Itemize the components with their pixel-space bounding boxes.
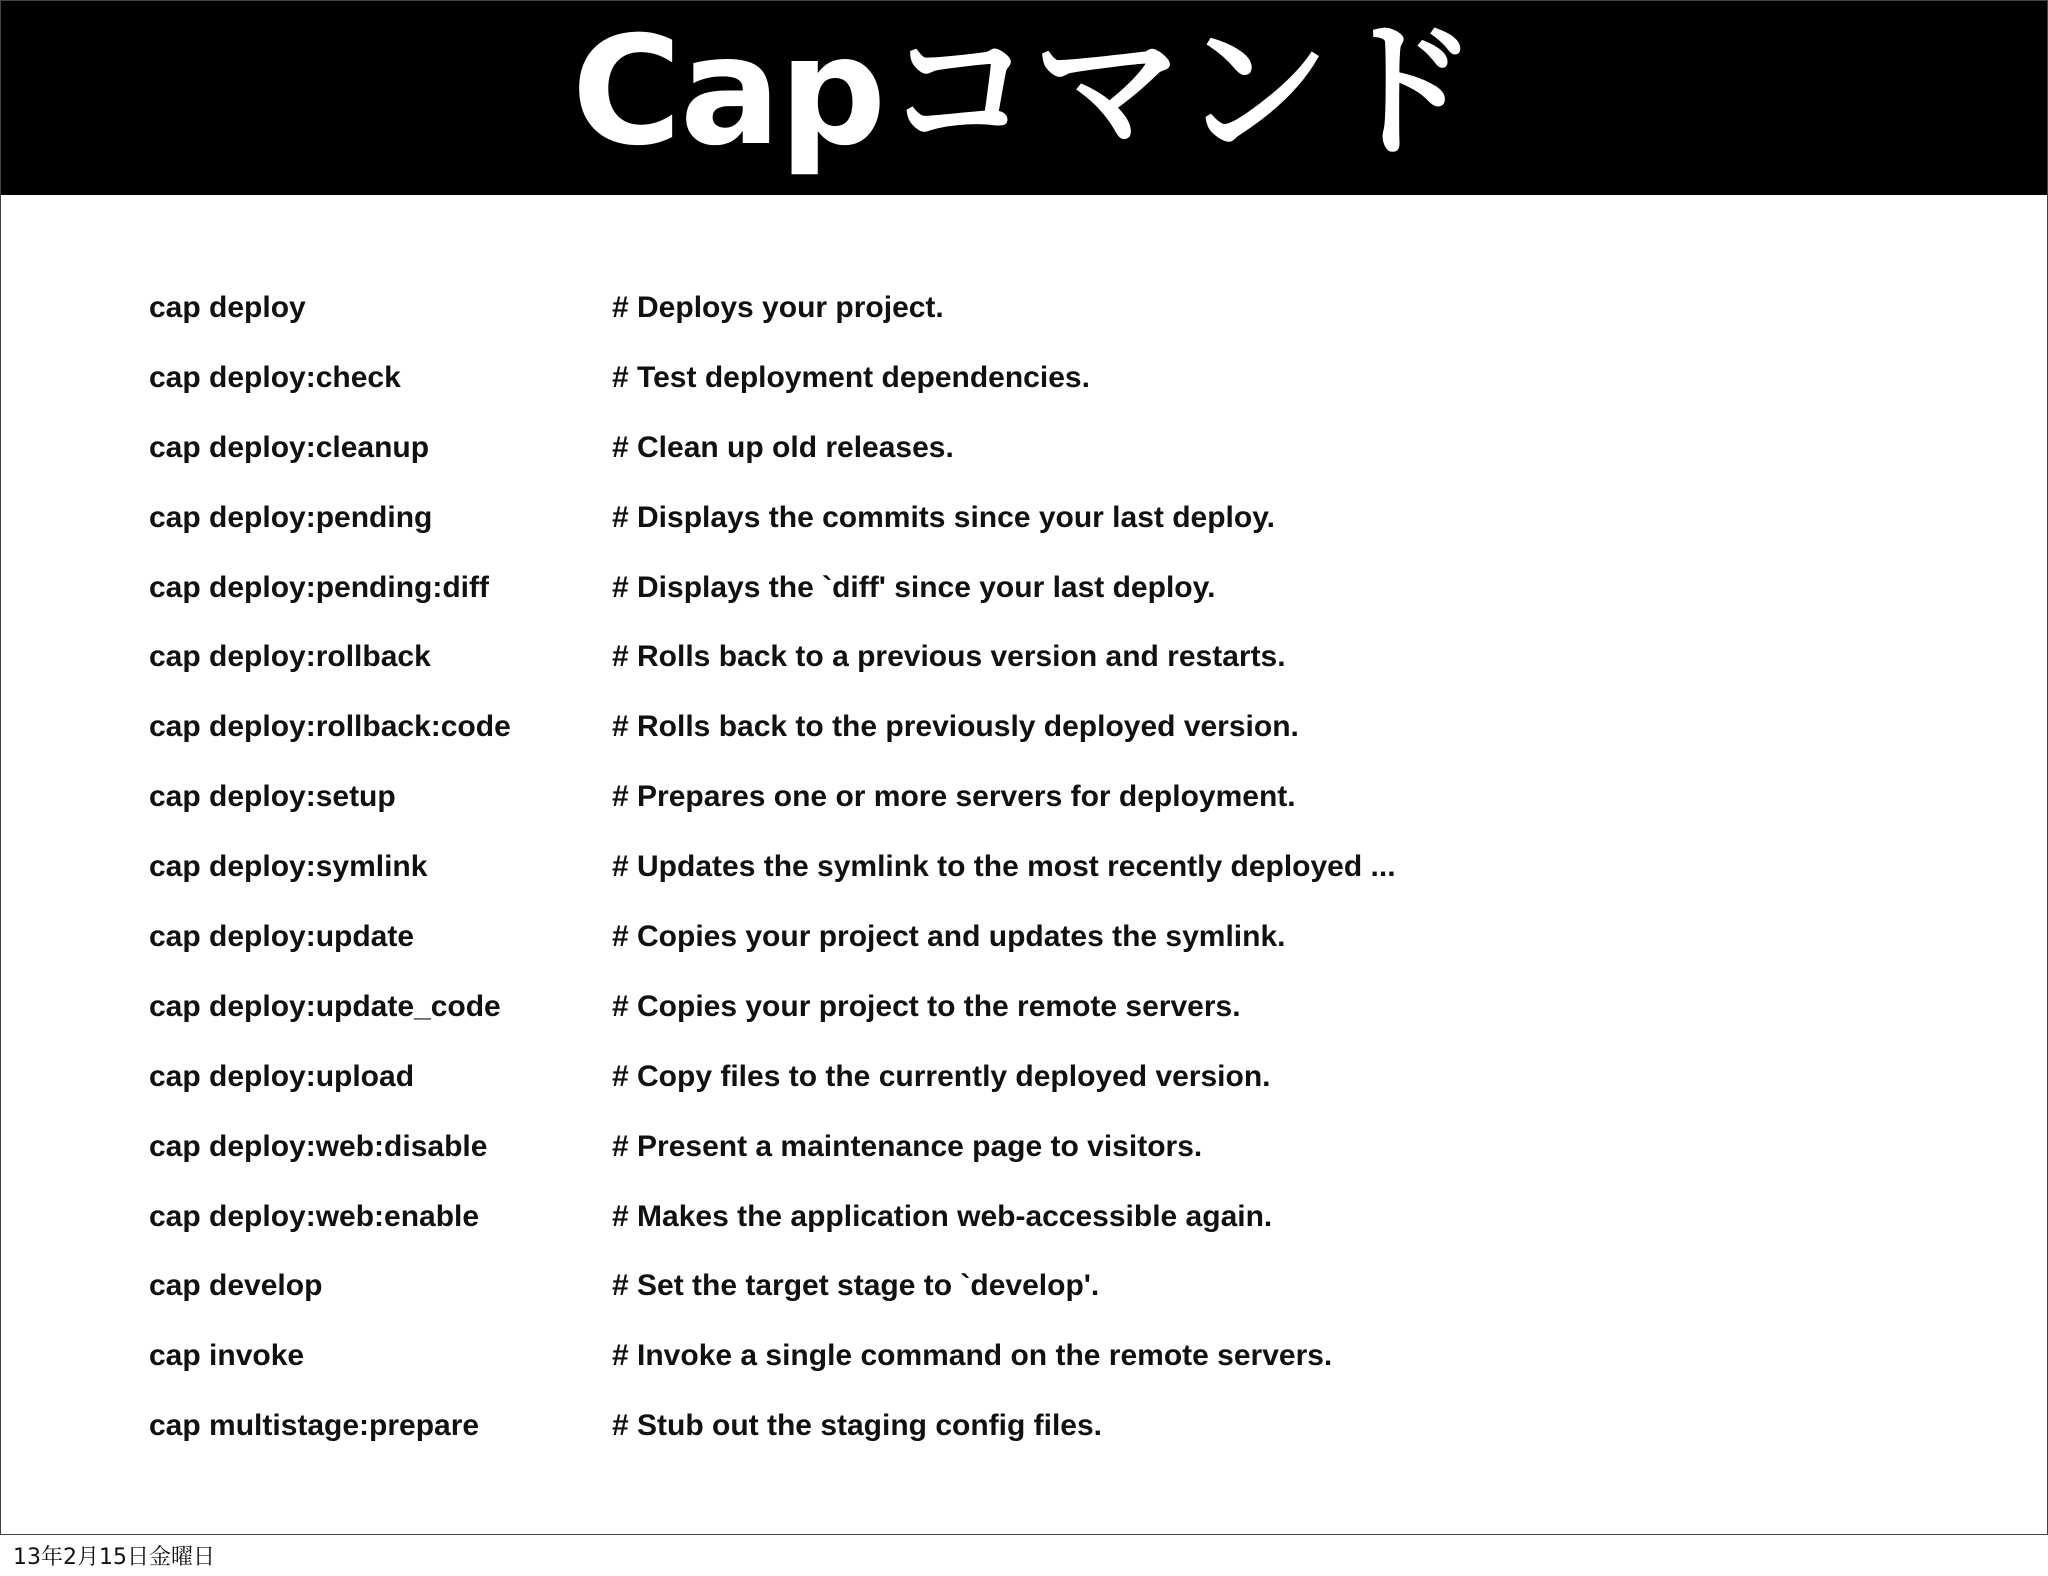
command-name: cap deploy:rollback:code xyxy=(149,710,511,744)
command-description: # Test deployment dependencies. xyxy=(612,360,1090,394)
command-name: cap deploy:web:enable xyxy=(149,1199,480,1233)
command-description: # Set the target stage to `develop'. xyxy=(612,1269,1100,1303)
command-row xyxy=(149,571,1949,641)
command-name: cap deploy:update_code xyxy=(149,989,501,1023)
command-description: # Rolls back to the previously deployed version. xyxy=(612,710,1299,744)
footer-date: 13年2月15日金曜日 xyxy=(13,1545,215,1570)
command-row xyxy=(149,1269,1949,1339)
command-name: cap deploy:web:disable xyxy=(149,1129,488,1163)
command-name: cap deploy:pending:diff xyxy=(149,570,489,604)
command-row xyxy=(149,710,1949,780)
command-description: # Displays the commits since your last deploy. xyxy=(612,500,1276,534)
command-name: cap deploy xyxy=(149,291,306,324)
command-description: # Copies your project and updates the symlink. xyxy=(612,920,1286,954)
command-description: # Copy files to the currently deployed version. xyxy=(612,1059,1271,1093)
command-row xyxy=(149,990,1949,1060)
command-row xyxy=(149,920,1949,990)
command-row xyxy=(149,780,1949,850)
command-row xyxy=(149,501,1949,571)
command-description: # Rolls back to a previous version and restarts. xyxy=(612,640,1286,674)
command-row xyxy=(149,850,1949,920)
command-row xyxy=(149,1409,1949,1479)
command-row xyxy=(149,1339,1949,1409)
command-name: cap deploy:symlink xyxy=(149,850,428,884)
command-row xyxy=(149,1130,1949,1200)
command-name: cap invoke xyxy=(149,1339,305,1373)
command-description: # Prepares one or more servers for deployment. xyxy=(612,780,1296,814)
command-name: cap multistage:prepare xyxy=(149,1409,480,1443)
command-list xyxy=(149,291,1949,1479)
command-name: cap deploy:upload xyxy=(149,1059,415,1093)
command-description: # Copies your project to the remote servers. xyxy=(612,989,1241,1023)
command-row xyxy=(149,361,1949,431)
command-description: # Invoke a single command on the remote servers. xyxy=(612,1339,1333,1373)
command-description: # Updates the symlink to the most recently deployed ... xyxy=(612,850,1396,884)
command-description: # Deploys your project. xyxy=(612,291,944,324)
command-row xyxy=(149,291,1949,361)
command-name: cap deploy:rollback xyxy=(149,640,431,674)
command-name: cap develop xyxy=(149,1269,323,1303)
command-description: # Clean up old releases. xyxy=(612,430,954,464)
command-row xyxy=(149,1200,1949,1270)
command-row xyxy=(149,640,1949,710)
command-name: cap deploy:check xyxy=(149,360,401,394)
command-description: # Makes the application web-accessible again. xyxy=(612,1199,1273,1233)
command-description: # Displays the `diff' since your last deploy. xyxy=(612,570,1216,604)
command-row xyxy=(149,431,1949,501)
command-description: # Present a maintenance page to visitors. xyxy=(612,1129,1203,1163)
command-name: cap deploy:update xyxy=(149,920,415,954)
slide-title: Capコマンド xyxy=(571,5,1477,179)
title-bar xyxy=(1,1,2047,195)
command-name: cap deploy:pending xyxy=(149,500,433,534)
command-name: cap deploy:setup xyxy=(149,780,396,814)
command-description: # Stub out the staging config files. xyxy=(612,1409,1103,1443)
command-name: cap deploy:cleanup xyxy=(149,430,430,464)
command-row xyxy=(149,1060,1949,1130)
